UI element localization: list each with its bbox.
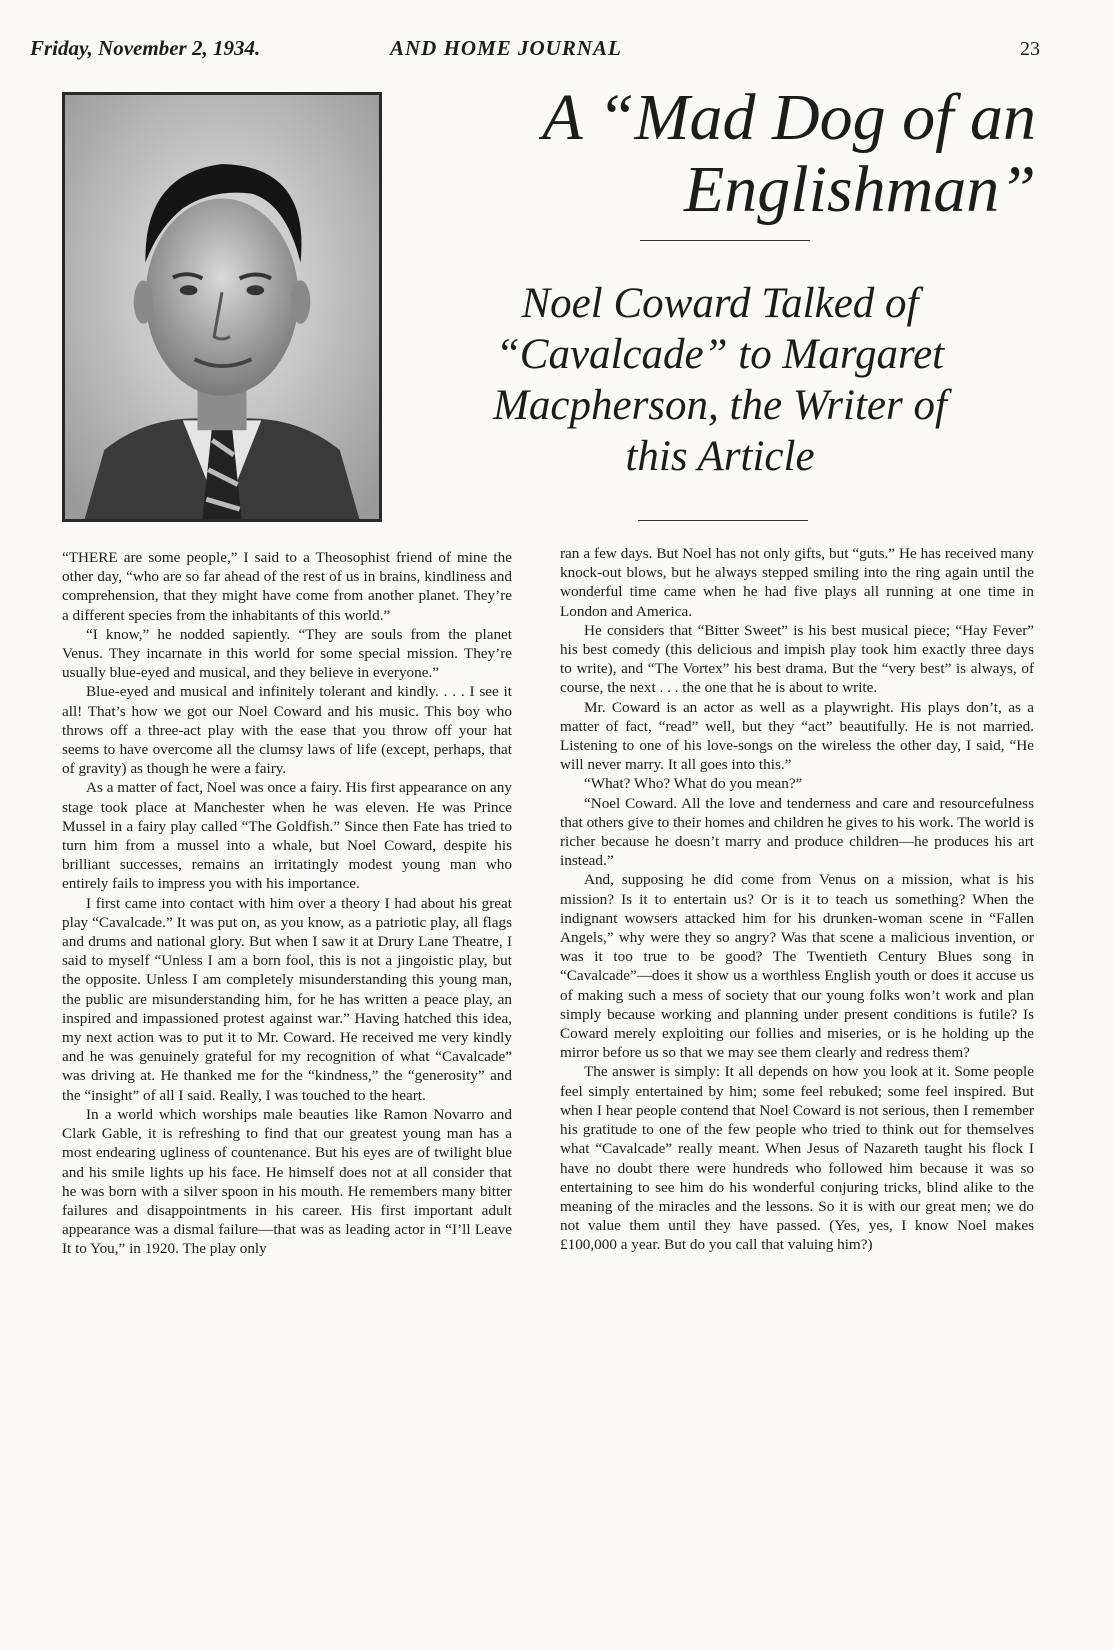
title-line: Englishman”	[683, 153, 1036, 226]
article-paragraph: Mr. Coward is an actor as well as a playwright. His plays don’t, as a matter of fact, “read” well, but they “act” beautifully. He is not married. Listening to one of his love-songs on the wireless the other day, I said, “He will never marry. It all goes into this.”	[560, 698, 1034, 774]
article-paragraph: “THERE are some people,” I said to a Theosophist friend of mine the other day, “who are so far ahead of the rest of us in brains, kindliness and comprehension, that they might have come from another planet. They’re a different species from the inhabitants of this world.”	[62, 549, 512, 624]
page-number: 23	[1020, 38, 1040, 60]
title-rule	[640, 240, 810, 241]
issue-date: Friday, November 2, 1934.	[30, 36, 261, 60]
article-paragraph: Blue-eyed and musical and infinitely tolerant and kindly. . . . I see it all! That’s how we got our Noel Coward and his music. This boy who throws off a three-act play with the ease that you throw off your hat seems to have overcome all the clumsy laws of life (except, perhaps, that of gravity) as though he were a fairy.	[62, 683, 512, 778]
page-header	[30, 30, 1040, 70]
article-paragraph: And, supposing he did come from Venus on a mission, what is his mission? Is it to entertain us? Or is it to teach us something? When the indignant wowsers attacked him for his drunken-woman scene in “Fallen Angels,” why were they so angry? Was that scene a malicious invention, or was it too true to be good? The Twentieth Century Blues song in “Cavalcade”—does it show us a worthless English youth or does it accuse us of making such a mess of society that our young folks won’t work and plan simply because working and planning under present conditions is futile? Is Coward merely exploiting our follies and miseries, or is he holding up the mirror before us so that we may see them clearly and redress them?	[560, 871, 1034, 1062]
article-paragraph: “What? Who? What do you mean?”	[584, 775, 803, 793]
portrait-photo	[62, 92, 382, 522]
article-paragraph: “I know,” he nodded sapiently. “They are souls from the planet Venus. They incarnate in this world for some special mission. They’re usually blue-eyed and musical, and they believe in everyone.”	[62, 625, 512, 682]
article-subtitle	[420, 278, 1020, 482]
subtitle-line: Macpherson, the Writer of	[493, 382, 947, 429]
subtitle-line: Noel Coward Talked of	[521, 280, 919, 327]
article-paragraph: He considers that “Bitter Sweet” is his best musical piece; “Hay Fever” his best comedy (this delicious and impish play took him exactly three days to write), and “The Vortex” his best drama. But the “very best” is always, of course, the next . . . the one that he is about to write.	[560, 621, 1034, 697]
article-paragraph: As a matter of fact, Noel was once a fairy. His first appearance on any stage took place at Manchester when he was eleven. He was Prince Mussel in a fairy play called “The Goldfish.” Since then Fate has tried to turn him from a mussel into a whale, but Noel Coward, despite his brilliant successes, remains an irritatingly modest young man who entirely fails to impress you with his importance.	[62, 779, 512, 893]
subtitle-line: this Article	[625, 433, 815, 480]
article-title	[400, 82, 1036, 226]
subtitle-line: “Cavalcade” to Margaret	[495, 331, 945, 378]
portrait-illustration	[65, 95, 379, 519]
title-line: A “Mad Dog of an	[542, 81, 1036, 154]
article-paragraph: ran a few days. But Noel has not only gifts, but “guts.” He has received many knock-out blows, but he always stepped smiling into the ring again until the wonderful time came when he had five plays all running at one time in London and America.	[560, 545, 1034, 620]
article-column-right	[560, 544, 1034, 1255]
article-paragraph: In a world which worships male beauties like Ramon Novarro and Clark Gable, it is refreshing to find that our greatest young man has a most endearing ugliness of countenance. But his eyes are of twilight blue and his smile lights up his face. He himself does not at all consider that he was born with a silver spoon in his mouth. He remembers many bitter failures and disappointments in his career. His first important adult appearance was a dismal failure—that was as leading actor in “I’ll Leave It to You,” in 1920. The play only	[62, 1105, 512, 1258]
subtitle-rule	[638, 520, 808, 521]
article-column-left	[62, 548, 512, 1259]
article-paragraph: “Noel Coward. All the love and tenderness and care and resourcefulness that others give to their homes and children he gives to his work. The world is richer because he doesn’t marry and produce children—he produces his art instead.”	[560, 794, 1034, 870]
article-paragraph: I first came into contact with him over a theory I had about his great play “Cavalcade.” It was put on, as you know, as a patriotic play, all flags and drums and national glory. But when I saw it at Drury Lane Theatre, I said to myself “Unless I am a born fool, this is not a jingoistic play, but the opposite. Unless I am completely misunderstanding this young man, the public are misunderstanding him, for he has written a peace play, an inspired and impassioned protest against war.” Having hatched this idea, my next action was to put it to Mr. Coward. He received me very kindly and he was genuinely grateful for my recognition of what “Cavalcade” was driving at. He thanked me for the “kindness,” the “generosity” and the “insight” of all I said. Really, I was touched to the heart.	[62, 894, 512, 1104]
journal-name: AND HOME JOURNAL	[390, 36, 622, 60]
article-paragraph: The answer is simply: It all depends on how you look at it. Some people feel simply entertained by him; some feel rebuked; some feel inspired. But when I hear people contend that Noel Coward is not serious, then I remember his gratitude to one of the few people who tried to think out for themselves what “Cavalcade” really meant. When Jesus of Nazareth taught his flock I have no doubt there were hundreds who followed him because it was so entertaining to see him do his wonderful conjuring tricks, blind alike to the meaning of the miracles and the lessons. So it is with our great men; we do not value them until they have passed. (Yes, yes, I know Noel makes £100,000 a year. But do you call that valuing him?)	[560, 1063, 1034, 1254]
